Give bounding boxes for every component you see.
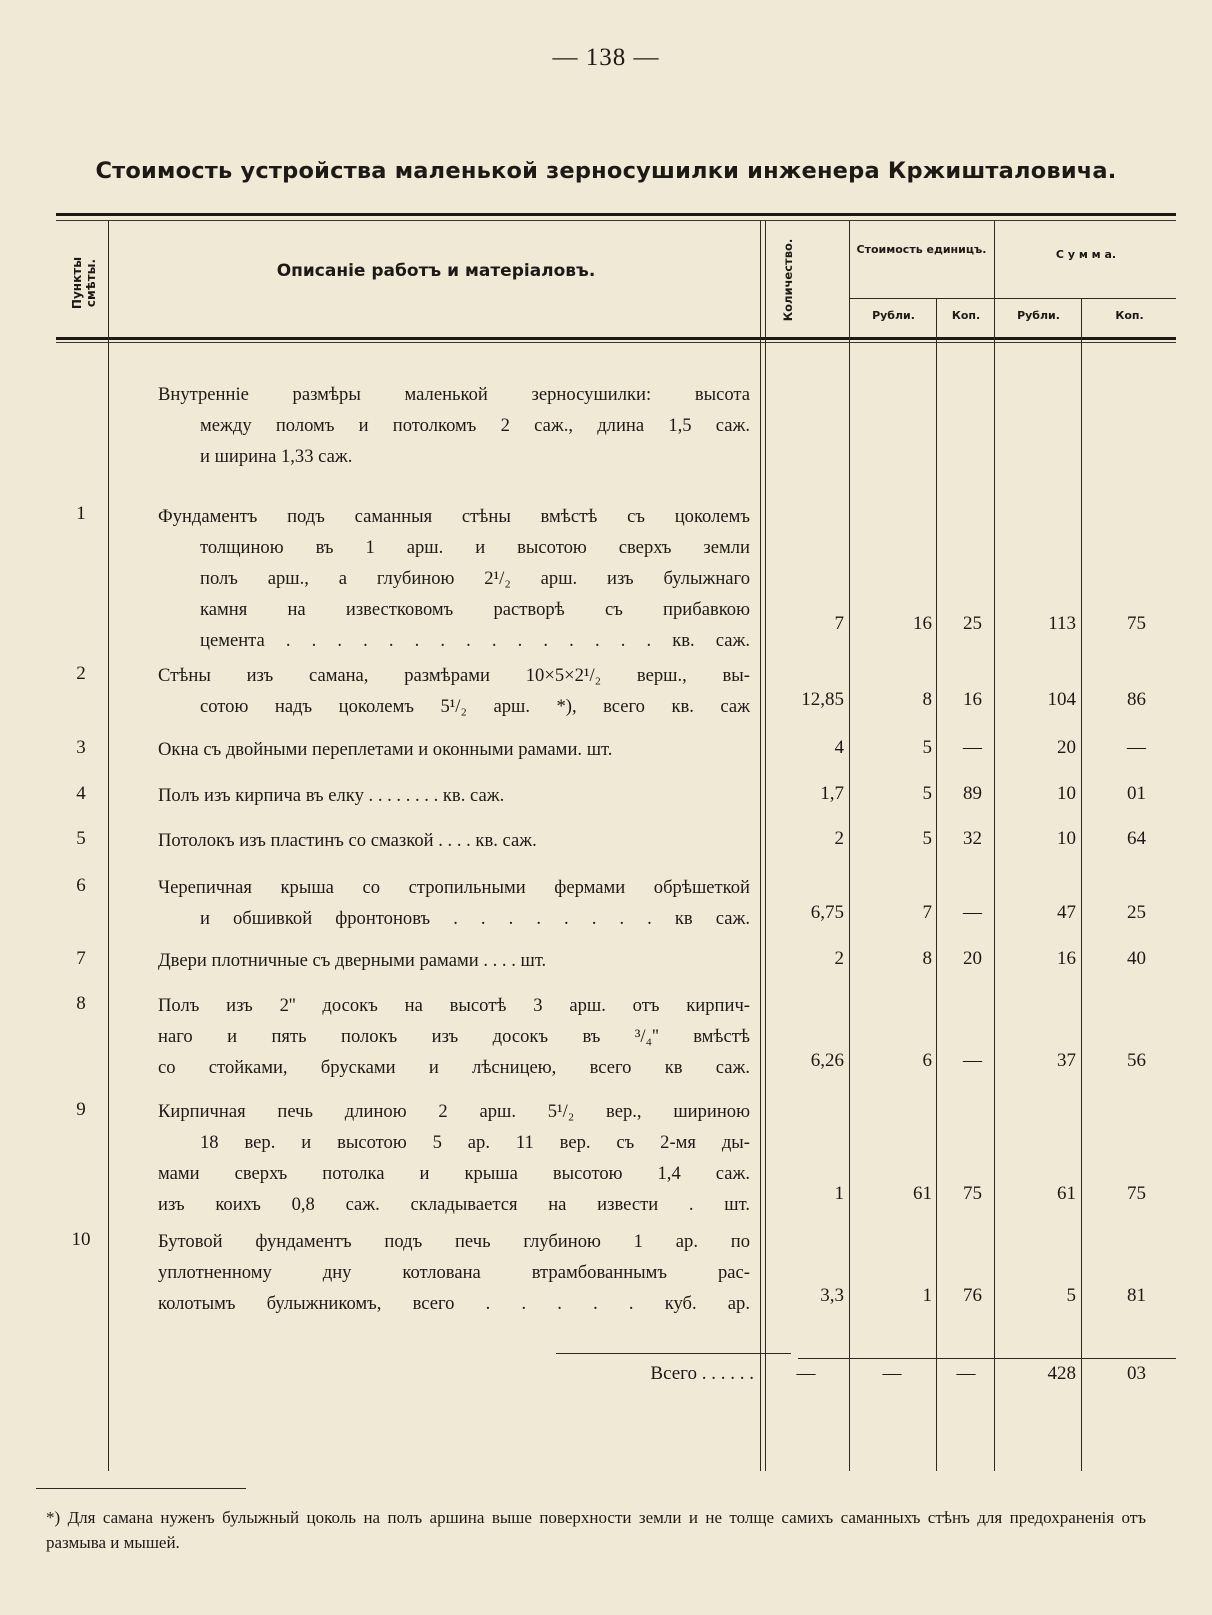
cost-table	[56, 213, 1176, 1478]
description-line: цемента . . . . . . . . . . . . . . . кв. саж.	[200, 630, 750, 651]
total-sum-kop: 03	[1127, 1363, 1146, 1384]
description-line: Полъ изъ кирпича въ елку . . . . . . . . кв. саж.	[158, 785, 505, 806]
unit-kop-cell: —	[963, 737, 982, 758]
unit-kop-cell: 25	[963, 613, 982, 634]
row-point: 1	[76, 503, 86, 524]
sum-kop-cell: 81	[1127, 1285, 1146, 1306]
intro-line: Внутренніе размѣры маленькой зерносушилки: высота	[158, 384, 750, 405]
unit-kop-cell: 16	[963, 689, 982, 710]
description-line: Окна съ двойными переплетами и оконными рамами. шт.	[158, 739, 613, 760]
sum-rub-cell: 10	[1057, 828, 1076, 849]
description-line: и обшивкой фронтоновъ . . . . . . . . кв саж.	[200, 908, 750, 929]
header-unit-cost: Стоимость единицъ.	[856, 243, 987, 256]
sum-rub-cell: 47	[1057, 902, 1076, 923]
description-line: со стойками, брусками и лѣсницею, всего кв саж.	[158, 1057, 750, 1078]
row-point: 4	[76, 783, 86, 804]
description-line: Черепичная крыша со стропильными фермами обрѣшеткой	[158, 877, 750, 898]
table-top-rule-thin	[56, 220, 1176, 221]
description-line: уплотненному дну котлована втрамбованнымъ рас-	[158, 1262, 750, 1283]
row-description	[158, 825, 750, 856]
row-description	[158, 990, 750, 1083]
unit-kop-cell: —	[963, 902, 982, 923]
total-quantity: —	[796, 1363, 816, 1384]
table-header-rule-thin	[56, 342, 1176, 343]
row-point: 5	[76, 828, 86, 849]
sum-rub-cell: 37	[1057, 1050, 1076, 1071]
header-rub: Рубли.	[872, 309, 915, 322]
sum-rub-cell: 20	[1057, 737, 1076, 758]
column-divider	[849, 221, 850, 1471]
unit-rub-cell: 6	[922, 1050, 932, 1071]
row-description	[158, 945, 750, 976]
unit-rub-cell: 16	[913, 613, 932, 634]
quantity-cell: 2	[834, 828, 844, 849]
sum-rub-cell: 104	[1047, 689, 1076, 710]
row-description	[158, 501, 750, 656]
row-description	[158, 1226, 750, 1319]
unit-rub-cell: 5	[922, 828, 932, 849]
unit-kop-cell: 75	[963, 1183, 982, 1204]
description-line: Бутовой фундаментъ подъ печь глубиною 1 ар. по	[158, 1231, 750, 1252]
column-divider	[760, 221, 761, 1471]
page-number: — 138 —	[552, 44, 660, 71]
description-line: мами сверхъ потолка и крыша высотою 1,4 саж.	[158, 1163, 750, 1184]
intro-line: между поломъ и потолкомъ 2 саж., длина 1,5 саж.	[200, 415, 750, 436]
description-line: Кирпичная печь длиною 2 арш. 5¹/₂ вер., шириною	[158, 1101, 750, 1122]
column-divider	[936, 298, 937, 1471]
unit-rub-cell: 61	[913, 1183, 932, 1204]
header-description: Описаніе работъ и матеріаловъ.	[276, 261, 596, 281]
sum-kop-cell: 40	[1127, 948, 1146, 969]
footnote: *) Для самана нуженъ булыжный цоколь на полъ аршина выше поверхности земли и не толще самихъ саманныхъ стѣнъ для предохраненія отъ размыва и мышей.	[46, 1508, 1146, 1552]
column-divider	[1081, 298, 1082, 1471]
header-kop: Коп.	[951, 309, 981, 322]
unit-rub-cell: 5	[922, 737, 932, 758]
column-divider	[108, 221, 109, 1471]
description-line: наго и пять полокъ изъ досокъ въ ³/₄'' вмѣстѣ	[158, 1026, 750, 1047]
column-divider	[994, 221, 995, 1471]
sum-kop-cell: 25	[1127, 902, 1146, 923]
total-rule	[556, 1353, 791, 1354]
description-line: 18 вер. и высотою 5 ар. 11 вер. съ 2-мя ды-	[200, 1132, 750, 1153]
sum-kop-cell: 01	[1127, 783, 1146, 804]
sum-rub-cell: 61	[1057, 1183, 1076, 1204]
total-rule	[798, 1358, 1176, 1359]
description-line: сотою надъ цоколемъ 5¹/₂ арш. *), всего кв. саж	[200, 696, 750, 717]
sum-rub-cell: 16	[1057, 948, 1076, 969]
sum-rub-cell: 5	[1066, 1285, 1076, 1306]
total-unit-kop: —	[956, 1363, 976, 1384]
unit-rub-cell: 7	[922, 902, 932, 923]
footnote-rule	[36, 1488, 246, 1489]
row-description	[158, 660, 750, 722]
header-rub-sum: Рубли.	[1017, 309, 1060, 322]
intro-line: и ширина 1,33 саж.	[200, 446, 353, 467]
quantity-cell: 4	[834, 737, 844, 758]
table-header-rule	[56, 337, 1176, 340]
description-line: полъ арш., а глубиною 2¹/₂ арш. изъ булыжнаго	[200, 568, 750, 589]
table-top-rule	[56, 213, 1176, 216]
total-label: Всего . . . . . .	[650, 1363, 754, 1384]
sum-rub-cell: 113	[1048, 613, 1076, 634]
row-point: 7	[76, 948, 86, 969]
row-point: 3	[76, 737, 86, 758]
description-line: Стѣны изъ самана, размѣрами 10×5×2¹/₂ верш., вы-	[158, 665, 750, 686]
unit-kop-cell: 89	[963, 783, 982, 804]
description-line: Двери плотничные съ дверными рамами . . . . шт.	[158, 950, 547, 971]
description-line: камня на известковомъ растворѣ съ прибавкою	[200, 599, 750, 620]
quantity-cell: 1	[834, 1183, 844, 1204]
description-line: колотымъ булыжникомъ, всего . . . . . куб. ар.	[158, 1293, 750, 1314]
sum-kop-cell: 86	[1127, 689, 1146, 710]
header-quantity: Количество.	[781, 238, 795, 322]
page-title: Стоимость устройства маленькой зерносушилки инженера Кржишталовича.	[95, 158, 1117, 184]
quantity-cell: 3,3	[820, 1285, 844, 1306]
quantity-cell: 2	[834, 948, 844, 969]
unit-kop-cell: 20	[963, 948, 982, 969]
column-divider	[765, 221, 766, 1471]
quantity-cell: 1,7	[820, 783, 844, 804]
unit-rub-cell: 5	[922, 783, 932, 804]
sum-kop-cell: 75	[1127, 613, 1146, 634]
sum-kop-cell: 64	[1127, 828, 1146, 849]
quantity-cell: 12,85	[801, 689, 844, 710]
unit-kop-cell: 76	[963, 1285, 982, 1306]
unit-kop-cell: 32	[963, 828, 982, 849]
subheader-rule	[849, 298, 994, 299]
row-point: 10	[71, 1229, 91, 1250]
header-points: Пункты смѣты.	[70, 256, 98, 310]
row-description	[158, 734, 750, 765]
unit-rub-cell: 1	[922, 1285, 932, 1306]
row-description	[158, 780, 750, 811]
description-line: изъ коихъ 0,8 саж. складывается на извести . шт.	[158, 1194, 750, 1215]
row-point: 2	[76, 663, 86, 684]
total-unit-rub: —	[882, 1363, 902, 1384]
total-sum-rub: 428	[1047, 1363, 1076, 1384]
row-point: 9	[76, 1099, 86, 1120]
description-line: толщиною въ 1 арш. и высотою сверхъ земли	[200, 537, 750, 558]
row-point: 6	[76, 875, 86, 896]
sum-rub-cell: 10	[1057, 783, 1076, 804]
unit-rub-cell: 8	[922, 689, 932, 710]
header-kop-sum: Коп.	[1115, 309, 1144, 322]
subheader-rule	[994, 298, 1176, 299]
sum-kop-cell: 56	[1127, 1050, 1146, 1071]
unit-rub-cell: 8	[922, 948, 932, 969]
row-point: 8	[76, 993, 86, 1014]
header-sum: С у м м а.	[1055, 248, 1117, 261]
intro-text	[158, 379, 750, 472]
quantity-cell: 7	[834, 613, 844, 634]
description-line: Потолокъ изъ пластинъ со смазкой . . . . кв. саж.	[158, 830, 537, 851]
description-line: Полъ изъ 2'' досокъ на высотѣ 3 арш. отъ кирпич-	[158, 995, 750, 1016]
sum-kop-cell: 75	[1127, 1183, 1146, 1204]
unit-kop-cell: —	[963, 1050, 982, 1071]
description-line: Фундаментъ подъ саманныя стѣны вмѣстѣ съ цоколемъ	[158, 506, 750, 527]
row-description	[158, 1096, 750, 1220]
sum-kop-cell: —	[1127, 737, 1146, 758]
quantity-cell: 6,26	[810, 1050, 844, 1071]
row-description	[158, 872, 750, 934]
quantity-cell: 6,75	[810, 902, 844, 923]
